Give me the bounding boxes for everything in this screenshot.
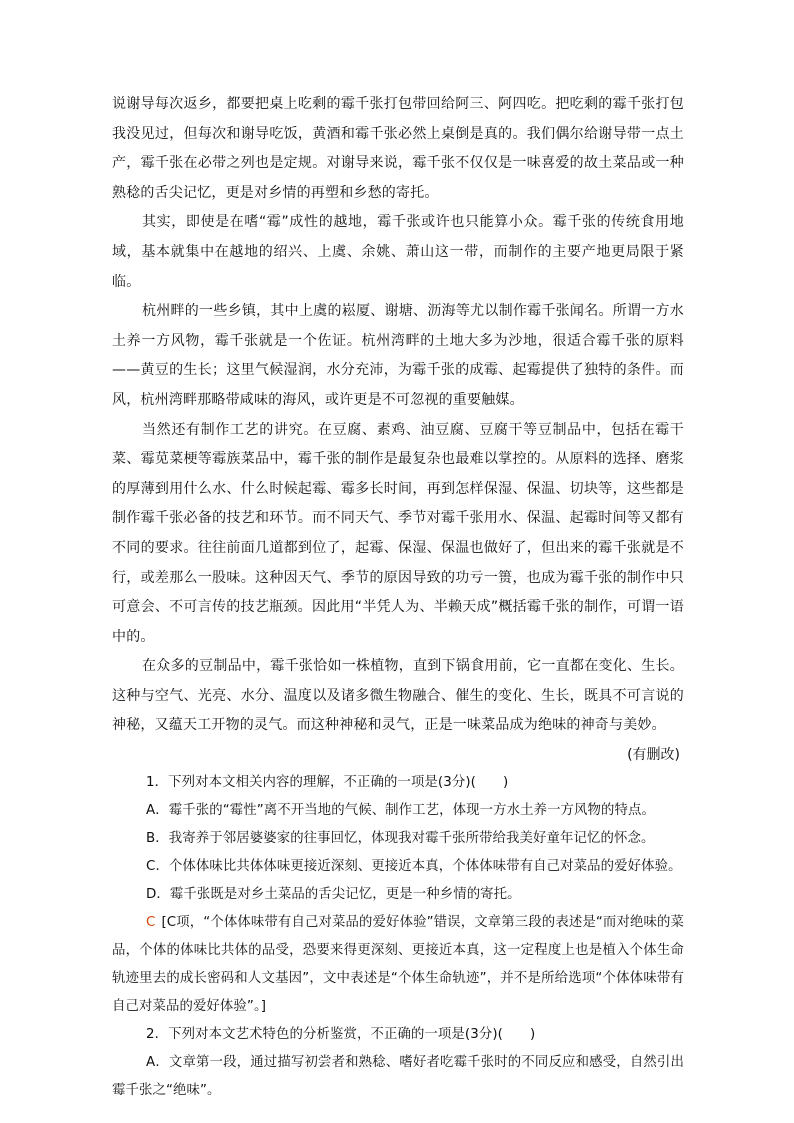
question-1: [112, 769, 684, 1021]
article-body: [112, 90, 684, 1105]
source-note: (有删改): [627, 747, 680, 764]
option-a: A．霉千张的“霉性”离不开当地的气候、制作工艺，体现一方水土养一方风物的特点。: [146, 803, 655, 819]
answer-letter: C: [146, 915, 156, 931]
paragraph-3: 杭州畔的一些乡镇，其中上虞的崧厦、谢塘、沥海等尤以制作霉千张闻名。所谓一方水土养一方风物，霉千张就是一个佐证。杭州湾畔的土地大多为沙地，很适合霉千张的原料——黄豆的生长；这里气候湿润，水分充沛，为霉千张的成霉、起霉提供了独特的条件。而风，杭州湾畔那略带咸味的海风，或许更是不可忽视的重要触媒。: [112, 303, 684, 408]
paragraph-1: 说谢导每次返乡，都要把桌上吃剩的霉千张打包带回给阿三、阿四吃。把吃剩的霉千张打包我没见过，但每次和谢导吃饭，黄酒和霉千张必然上桌倒是真的。我们偶尔给谢导带一点土产，霉千张在必带之列也是定规。对谢导来说，霉千张不仅仅是一味喜爱的故土菜品或一种熟稔的舌尖记忆，更是对乡情的再塑和乡愁的寄托。: [112, 96, 684, 201]
option-d: D．霉千张既是对乡土菜品的舌尖记忆，更是一种乡情的寄托。: [146, 887, 521, 903]
option-c: C．个体体味比共体体味更接近深刻、更接近本真，个体体味带有自己对菜品的爱好体验。: [146, 859, 682, 875]
option-a: A．文章第一段，通过描写初尝者和熟稔、嗜好者吃霉千张时的不同反应和感受，自然引出霉千张之“绝味”。: [112, 1055, 684, 1099]
answer-text: [C项，“个体体味带有自己对菜品的爱好体验”错误，文章第三段的表述是“而对绝味的菜品，个体的体味比共体的品受，恐要来得更深刻、更接近本真，这一定程度上也是植入个体生命轨迹里去的成长密码和人文基因”，文中表述是“个体生命轨迹”，并不是所给选项“个体体味带有自己对菜品的爱好体验”。]: [112, 915, 684, 1015]
question-stem: 1．下列对本文相关内容的理解，不正确的一项是(3分)( ): [146, 775, 509, 791]
paragraph-5: 在众多的豆制品中，霉千张恰如一株植物，直到下锅食用前，它一直都在变化、生长。这种与空气、光亮、水分、温度以及诸多微生物融合、催生的变化、生长，既具不可言说的神秘，又蕴天工开物的灵气。而这种神秘和灵气，正是一味菜品成为绝味的神奇与美妙。: [112, 658, 684, 734]
question-2: [112, 1021, 684, 1105]
answer-explanation: [112, 909, 684, 1021]
question-stem: 2．下列对本文艺术特色的分析鉴赏，不正确的一项是(3分)( ): [146, 1027, 536, 1043]
paragraph-2: 其实，即使是在嗜“霉”成性的越地，霉千张或许也只能算小众。霉千张的传统食用地域，基本就集中在越地的绍兴、上虞、余姚、萧山这一带，而制作的主要产地更局限于紧临。: [112, 214, 684, 290]
option-b: B．我寄养于邻居婆婆家的往事回忆，体现我对霉千张所带给我美好童年记忆的怀念。: [146, 831, 655, 847]
paragraph-4: 当然还有制作工艺的讲究。在豆腐、素鸡、油豆腐、豆腐干等豆制品中，包括在霉干菜、霉苋菜梗等霉族菜品中，霉千张的制作是最复杂也最难以掌控的。从原料的选择、磨浆的厚薄到用什么水、什么时候起霉、霉多长时间，再到怎样保湿、保温、切块等，这些都是制作霉千张必备的技艺和环节。而不同天气、季节对霉千张用水、保温、起霉时间等又都有不同的要求。往往前面几道都到位了，起霉、保湿、保温也做好了，但出来的霉千张就是不行，或差那么一股味。这种因天气、季节的原因导致的功亏一篑，也成为霉千张的制作中只可意会、不可言传的技艺瓶颈。因此用“半凭人为、半赖天成”概括霉千张的制作，可谓一语中的。: [112, 421, 684, 645]
